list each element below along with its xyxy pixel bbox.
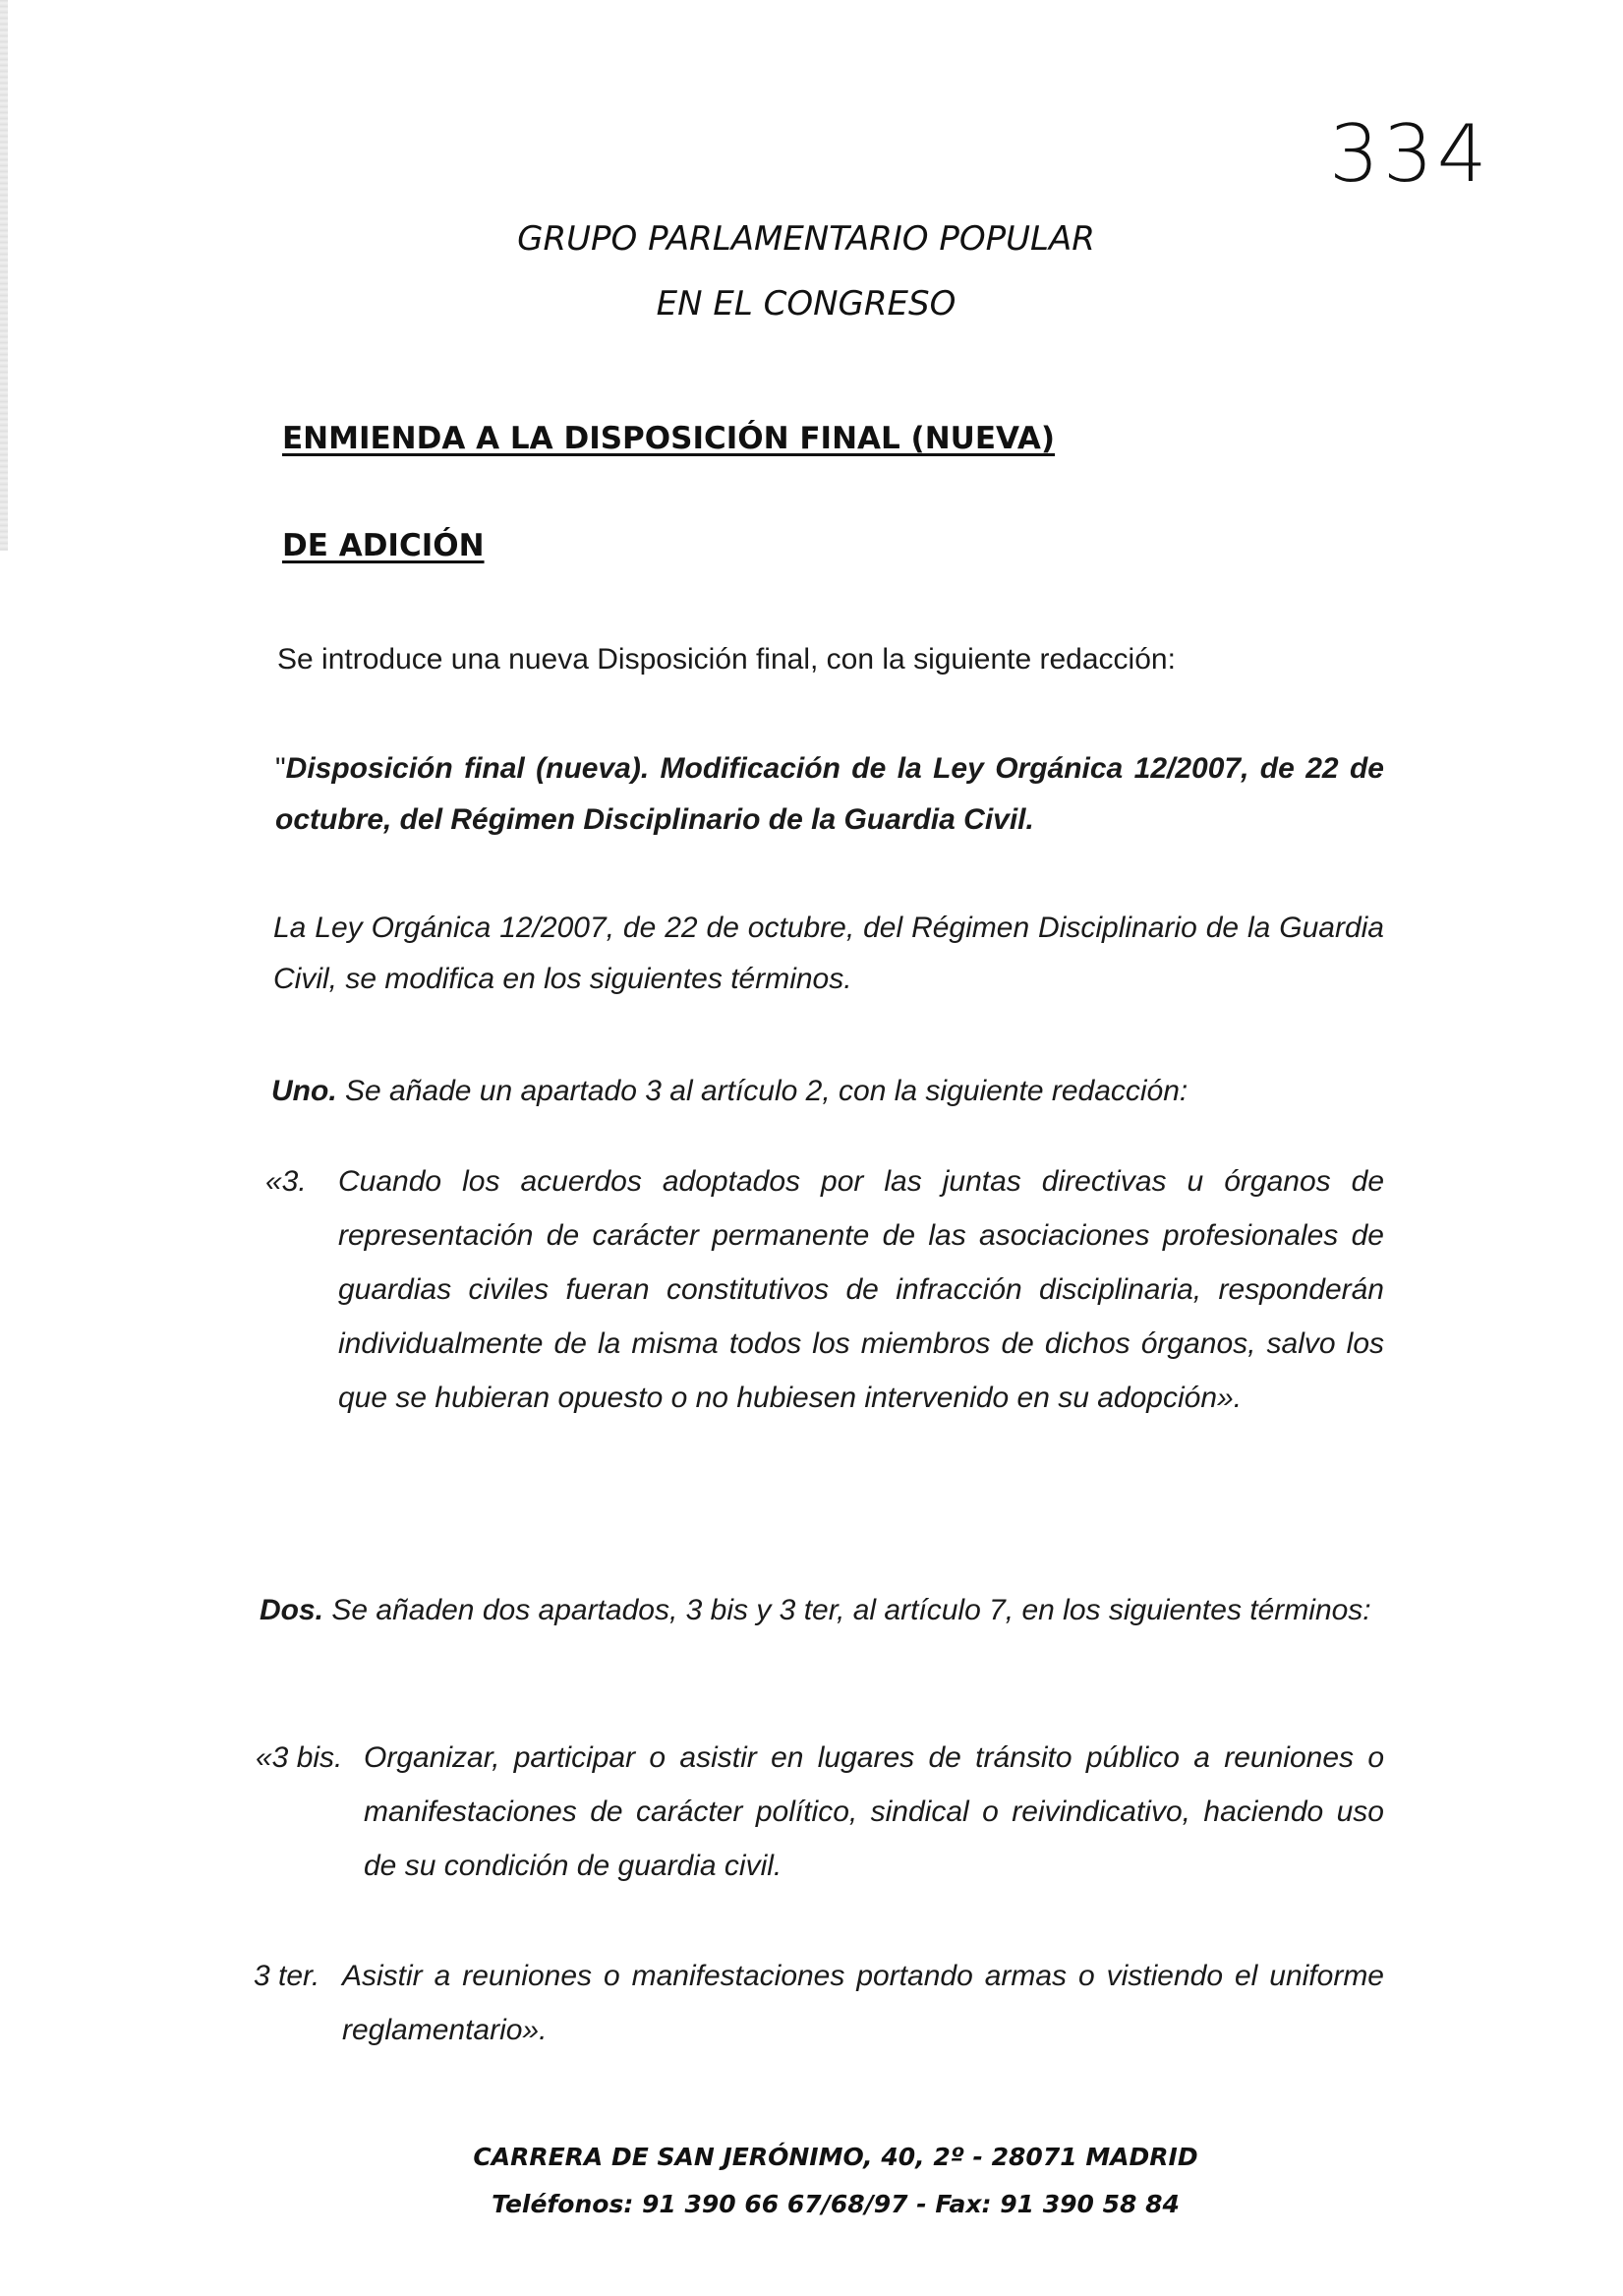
page-number: 334 — [1329, 108, 1491, 200]
provision-title — [275, 743, 1384, 846]
item-3-number: «3. — [265, 1165, 307, 1198]
item-3-bis-number: «3 bis. — [256, 1741, 343, 1774]
section-dos-text: Se añaden dos apartados, 3 bis y 3 ter, al artículo 7, en los siguientes términos: — [323, 1594, 1371, 1626]
item-3-bis-text: Organizar, participar o asistir en lugares de tránsito público a reuniones o manifestaciones de carácter político, sindical o reivindicativo, haciendo uso de su condición de guardia civil. — [364, 1741, 1384, 1882]
item-3-bis — [256, 1731, 1384, 1893]
item-3-text: Cuando los acuerdos adoptados por las juntas directivas u órganos de representación de carácter permanente de las asociaciones profesionales de guardias civiles fueran constitutivos de infracción disciplinaria, responderán individualmente de la misma todos los miembros de dichos órganos, salvo los que se hubieran opuesto o no hubiesen intervenido en su adopción». — [338, 1165, 1384, 1414]
item-3 — [265, 1154, 1384, 1425]
section-dos-label: Dos. — [260, 1594, 324, 1626]
footer-address: CARRERA DE SAN JERÓNIMO, 40, 2º - 28071 MADRID — [473, 2143, 1198, 2171]
scan-edge — [0, 0, 8, 551]
section-uno-label: Uno. — [271, 1075, 337, 1107]
footer-phones: Teléfonos: 91 390 66 67/68/97 - Fax: 91 390 58 84 — [492, 2190, 1180, 2218]
item-3-ter-number: 3 ter. — [254, 1960, 320, 1992]
section-uno — [271, 1066, 1384, 1117]
footer — [295, 2134, 1376, 2228]
provision-title-text: Disposición final (nueva). Modificación de la Ley Orgánica 12/2007, de 22 de octubre, del Régimen Disciplinario de la Guardia Civil. — [275, 752, 1384, 836]
section-uno-text: Se añade un apartado 3 al artículo 2, con la siguiente redacción: — [336, 1075, 1188, 1107]
opening-quote: " — [275, 752, 286, 785]
law-paragraph: La Ley Orgánica 12/2007, de 22 de octubre, del Régimen Disciplinario de la Guardia Civil, se modifica en los siguientes términos. — [273, 912, 1384, 995]
amendment-heading: ENMIENDA A LA DISPOSICIÓN FINAL (NUEVA) — [282, 421, 1056, 456]
letterhead — [452, 206, 1160, 336]
item-3-ter — [254, 1949, 1384, 2057]
letterhead-line-2: EN EL CONGRESO — [656, 284, 956, 324]
amendment-type: DE ADICIÓN — [282, 528, 485, 563]
intro-paragraph: Se introduce una nueva Disposición final, con la siguiente redacción: — [277, 643, 1176, 676]
section-dos — [260, 1585, 1384, 1636]
item-3-ter-text: Asistir a reuniones o manifestaciones portando armas o vistiendo el uniforme reglamentario». — [342, 1960, 1384, 2046]
letterhead-line-1: GRUPO PARLAMENTARIO POPULAR — [517, 219, 1095, 259]
